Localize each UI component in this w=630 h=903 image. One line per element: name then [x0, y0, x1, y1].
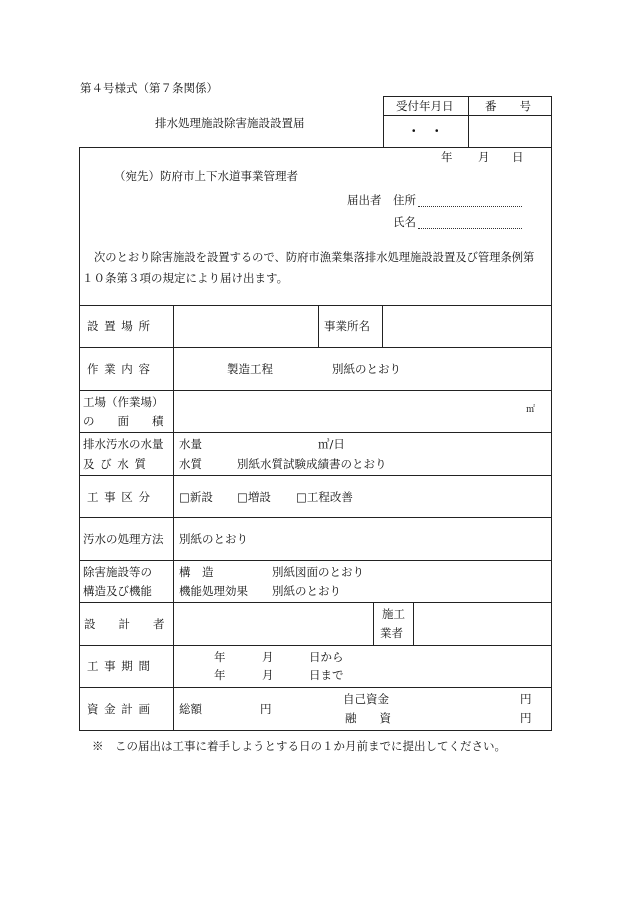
period-from-day: 日から — [309, 650, 344, 664]
area-unit: ㎡ — [526, 405, 536, 415]
structure-label-1: 除害施設等の — [83, 565, 152, 579]
location-label: 設 置 場 所 — [87, 319, 151, 333]
receipt-date-value: ・ ・ — [408, 124, 443, 138]
receipt-date-header: 受付年月日 — [396, 99, 454, 113]
function-sublabel: 機能処理効果 — [179, 584, 248, 598]
contractor-field[interactable] — [417, 608, 547, 640]
quality-value: 別紙水質試験成績書のとおり — [237, 457, 387, 471]
period-to-day: 日まで — [309, 668, 344, 682]
intro-line-2: １０条第３項の規定により届け出ます。 — [82, 271, 289, 285]
office-name-field[interactable] — [386, 312, 546, 342]
designer-field[interactable] — [178, 608, 368, 640]
period-from-year: 年 — [214, 650, 226, 664]
office-name-label: 事業所名 — [324, 319, 370, 333]
address-label: 住所 — [393, 193, 416, 207]
volume-label: 水量 — [179, 437, 202, 451]
work-value-1: 製造工程 — [227, 362, 273, 376]
period-from-month: 月 — [262, 650, 274, 664]
name-field[interactable] — [418, 228, 522, 229]
treatment-value: 別紙のとおり — [179, 532, 248, 546]
work-value-2: 別紙のとおり — [332, 362, 401, 376]
structure-sublabel: 構 造 — [179, 565, 214, 579]
treatment-label: 汚水の処理方法 — [83, 532, 164, 546]
name-label: 氏名 — [393, 215, 416, 229]
quality-label: 水質 — [179, 457, 202, 471]
funding-label: 資 金 計 画 — [87, 702, 151, 716]
date-day: 日 — [512, 150, 524, 164]
own-funds-label: 自己資金 — [343, 692, 389, 706]
water-label-2: 及 び 水 質 — [83, 457, 147, 471]
period-to-month: 月 — [262, 668, 274, 682]
structure-label-2: 構造及び機能 — [83, 584, 152, 598]
checkbox-new[interactable]: □新設 — [179, 490, 213, 504]
checkbox-process-improvement[interactable]: □工程改善 — [296, 490, 353, 504]
total-label: 総額 — [179, 702, 202, 716]
receipt-number-header: 番 号 — [485, 99, 531, 113]
loan-yen: 円 — [520, 711, 532, 725]
area-label-2: の 面 積 — [83, 414, 164, 428]
period-to-year: 年 — [214, 668, 226, 682]
footnote: ※ この届出は工事に着手しようとする日の１か月前までに提出してください。 — [92, 739, 506, 753]
date-year: 年 — [441, 150, 453, 164]
form-number: 第４号様式（第７条関係） — [80, 81, 218, 95]
designer-label: 設 計 者 — [84, 617, 165, 631]
applicant-label: 届出者 — [347, 193, 382, 207]
function-value: 別紙のとおり — [272, 584, 341, 598]
volume-unit: ㎥/日 — [318, 437, 345, 451]
period-label: 工 事 期 間 — [87, 659, 151, 673]
form-title: 排水処理施設除害施設設置届 — [155, 116, 305, 130]
water-label-1: 排水汚水の水量 — [83, 437, 164, 451]
structure-value: 別紙図面のとおり — [272, 565, 364, 579]
loan-label: 融 資 — [345, 711, 391, 725]
address-field[interactable] — [418, 206, 522, 207]
own-funds-yen: 円 — [520, 692, 532, 706]
area-label-1: 工場（作業場） — [83, 395, 164, 409]
intro-line-1: 次のとおり除害施設を設置するので、防府市漁業集落排水処理施設設置及び管理条例第 — [94, 251, 535, 264]
checkbox-expansion[interactable]: □増設 — [237, 490, 271, 504]
addressee: （宛先）防府市上下水道事業管理者 — [114, 169, 298, 183]
contractor-label-1: 施工 — [382, 607, 405, 621]
location-field[interactable] — [178, 312, 314, 342]
category-label: 工 事 区 分 — [87, 490, 151, 504]
date-month: 月 — [478, 150, 490, 164]
contractor-label-2: 業者 — [380, 626, 403, 640]
total-yen: 円 — [260, 702, 272, 716]
work-label: 作 業 内 容 — [87, 362, 151, 376]
